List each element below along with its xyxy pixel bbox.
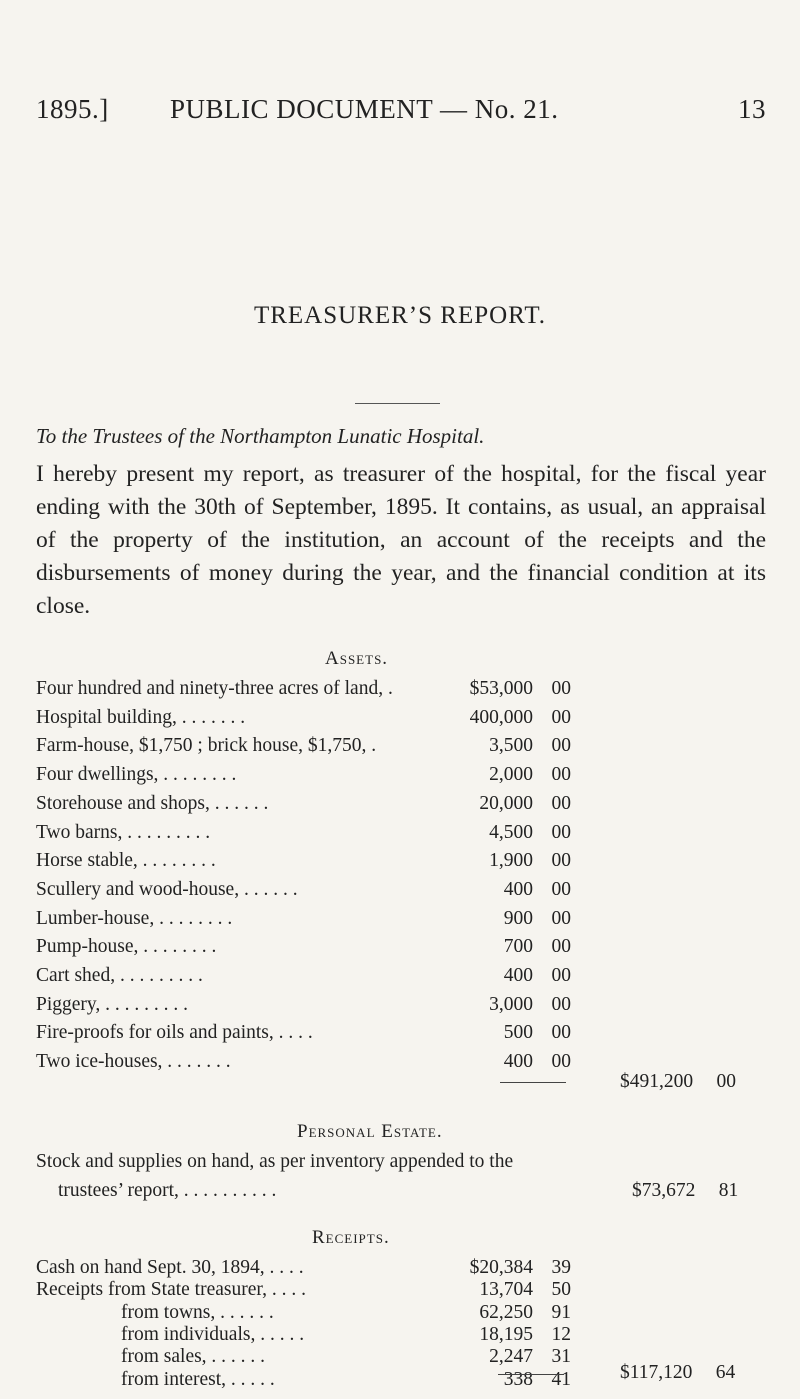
- address-line: To the Trustees of the Northampton Lunatic Hospital.: [36, 424, 485, 448]
- asset-cents: 00: [551, 821, 571, 843]
- asset-dollars: 20,000: [479, 792, 533, 814]
- receipt-cents: 41: [551, 1368, 571, 1390]
- title-rule: [355, 403, 440, 404]
- asset-cents: 00: [551, 965, 571, 986]
- asset-cents: 00: [551, 1022, 571, 1044]
- asset-cents: 00: [551, 678, 571, 699]
- assets-total-rule: [500, 1082, 566, 1083]
- receipt-label: from individuals, . . . . .: [121, 1323, 305, 1345]
- report-title: TREASURER’S REPORT.: [253, 302, 547, 329]
- asset-cents: 00: [551, 706, 571, 728]
- asset-label: Farm-house, $1,750 ; brick house, $1,750, .: [36, 735, 377, 757]
- asset-row: [36, 735, 776, 765]
- asset-cents: 00: [551, 878, 571, 900]
- receipt-cents: 50: [551, 1279, 571, 1301]
- receipts-total: [620, 1362, 735, 1384]
- asset-row: [36, 965, 776, 995]
- asset-label: Storehouse and shops, . . . . . .: [36, 792, 269, 814]
- asset-cents: 00: [551, 792, 571, 814]
- asset-label: Lumber-house, . . . . . . . .: [36, 907, 233, 929]
- receipt-dollars: $20,384: [469, 1257, 533, 1278]
- asset-dollars: 400: [503, 1051, 533, 1073]
- asset-label: Hospital building, . . . . . . .: [36, 706, 246, 728]
- receipt-label: Cash on hand Sept. 30, 1894, . . . .: [36, 1257, 304, 1278]
- receipts-heading: Receipts.: [312, 1227, 390, 1248]
- asset-cents: 00: [551, 850, 571, 872]
- receipt-amount: [479, 1302, 571, 1324]
- asset-amount: [489, 994, 571, 1016]
- receipt-dollars: 18,195: [479, 1323, 533, 1345]
- asset-cents: 00: [551, 993, 571, 1015]
- intro-paragraph: I hereby present my report, as treasurer of the hospital, for the fiscal year ending with the 30th of September, 1895. It contains, as usual, an appraisal of the property of the institution, an account of the receipts and the disbursements of money during the year, and the financial condition at its close.: [36, 461, 766, 619]
- asset-dollars: 400,000: [469, 706, 533, 728]
- asset-row: [36, 908, 776, 938]
- personal-total: [632, 1180, 738, 1202]
- asset-row: [36, 793, 776, 823]
- receipt-label: from interest, . . . . .: [121, 1368, 275, 1390]
- asset-dollars: 400: [503, 878, 533, 900]
- asset-dollars: 1,900: [489, 850, 533, 872]
- asset-dollars: $53,000: [469, 678, 533, 699]
- personal-line-1: Stock and supplies on hand, as per inventory appended to the: [36, 1151, 514, 1172]
- asset-row: [36, 1022, 776, 1052]
- receipt-amount: [479, 1279, 571, 1301]
- receipt-dollars: 13,704: [479, 1279, 533, 1301]
- receipt-amount: [479, 1324, 571, 1346]
- asset-label: Four dwellings, . . . . . . . .: [36, 764, 237, 786]
- asset-dollars: 4,500: [489, 821, 533, 843]
- receipt-cents: 12: [551, 1323, 571, 1345]
- asset-row: [36, 879, 776, 909]
- asset-row: [36, 764, 776, 794]
- asset-label: Horse stable, . . . . . . . .: [36, 850, 216, 872]
- header-year: 1895.]: [36, 94, 109, 124]
- personal-total-cents: 81: [718, 1180, 739, 1201]
- asset-amount: [489, 822, 571, 844]
- receipt-amount: [470, 1257, 571, 1279]
- asset-amount: [479, 793, 571, 815]
- asset-amount: [489, 850, 571, 872]
- receipts-total-cents: 64: [715, 1362, 736, 1383]
- asset-label: Pump-house, . . . . . . . .: [36, 936, 217, 958]
- asset-label: Two barns, . . . . . . . . .: [36, 821, 211, 843]
- asset-cents: 00: [551, 735, 571, 757]
- asset-cents: 00: [551, 1051, 571, 1073]
- asset-label: Scullery and wood-house, . . . . . .: [36, 878, 298, 900]
- receipt-cents: 31: [551, 1346, 571, 1368]
- asset-amount: [504, 908, 571, 930]
- asset-amount: [504, 965, 571, 987]
- asset-row: [36, 678, 776, 708]
- asset-label: Two ice-houses, . . . . . . .: [36, 1051, 231, 1073]
- asset-row: [36, 822, 776, 852]
- asset-dollars: 400: [503, 965, 533, 986]
- receipt-amount: [489, 1346, 571, 1368]
- receipt-label: from towns, . . . . . .: [121, 1301, 274, 1323]
- receipts-total-dollars: $117,120: [620, 1362, 693, 1383]
- asset-dollars: 700: [503, 936, 533, 958]
- receipt-dollars: 62,250: [479, 1301, 533, 1323]
- personal-total-dollars: $73,672: [632, 1180, 696, 1201]
- asset-amount: [489, 735, 571, 757]
- header-title: PUBLIC DOCUMENT — No. 21.: [170, 94, 559, 124]
- receipt-cents: 91: [551, 1301, 571, 1323]
- personal-heading: Personal Estate.: [297, 1121, 443, 1142]
- receipt-amount: [504, 1369, 571, 1391]
- receipt-label: Receipts from State treasurer, . . . .: [36, 1279, 306, 1301]
- asset-amount: [489, 764, 571, 786]
- asset-cents: 00: [551, 764, 571, 786]
- assets-total-cents: 00: [716, 1071, 736, 1092]
- personal-line-2: trustees’ report, . . . . . . . . . .: [58, 1180, 277, 1201]
- asset-amount: [504, 879, 571, 901]
- asset-dollars: 2,000: [489, 764, 533, 786]
- receipt-dollars: 338: [503, 1368, 533, 1390]
- receipt-dollars: 2,247: [489, 1346, 533, 1368]
- asset-label: Cart shed, . . . . . . . . .: [36, 965, 203, 986]
- asset-row: [36, 994, 776, 1024]
- assets-total-dollars: $491,200: [620, 1071, 694, 1092]
- receipt-label: from sales, . . . . . .: [121, 1346, 266, 1368]
- asset-cents: 00: [551, 936, 571, 958]
- asset-label: Fire-proofs for oils and paints, . . . .: [36, 1022, 313, 1044]
- asset-dollars: 3,500: [489, 735, 533, 757]
- asset-amount: [470, 678, 571, 700]
- asset-row: [36, 936, 776, 966]
- asset-amount: [470, 707, 571, 729]
- asset-label: Piggery, . . . . . . . . .: [36, 993, 189, 1015]
- asset-dollars: 900: [503, 907, 533, 929]
- asset-amount: [504, 1022, 571, 1044]
- page-number: 13: [738, 94, 766, 124]
- receipt-cents: 39: [551, 1257, 571, 1278]
- asset-row: [36, 850, 776, 880]
- assets-heading: Assets.: [325, 648, 389, 669]
- asset-label: Four hundred and ninety-three acres of land, .: [36, 678, 393, 699]
- asset-dollars: 500: [503, 1022, 533, 1044]
- asset-dollars: 3,000: [489, 993, 533, 1015]
- receipts-total-rule: [498, 1374, 564, 1375]
- asset-amount: [504, 936, 571, 958]
- asset-amount: [504, 1051, 571, 1073]
- assets-total: [620, 1071, 736, 1093]
- asset-cents: 00: [551, 907, 571, 929]
- asset-row: [36, 707, 776, 737]
